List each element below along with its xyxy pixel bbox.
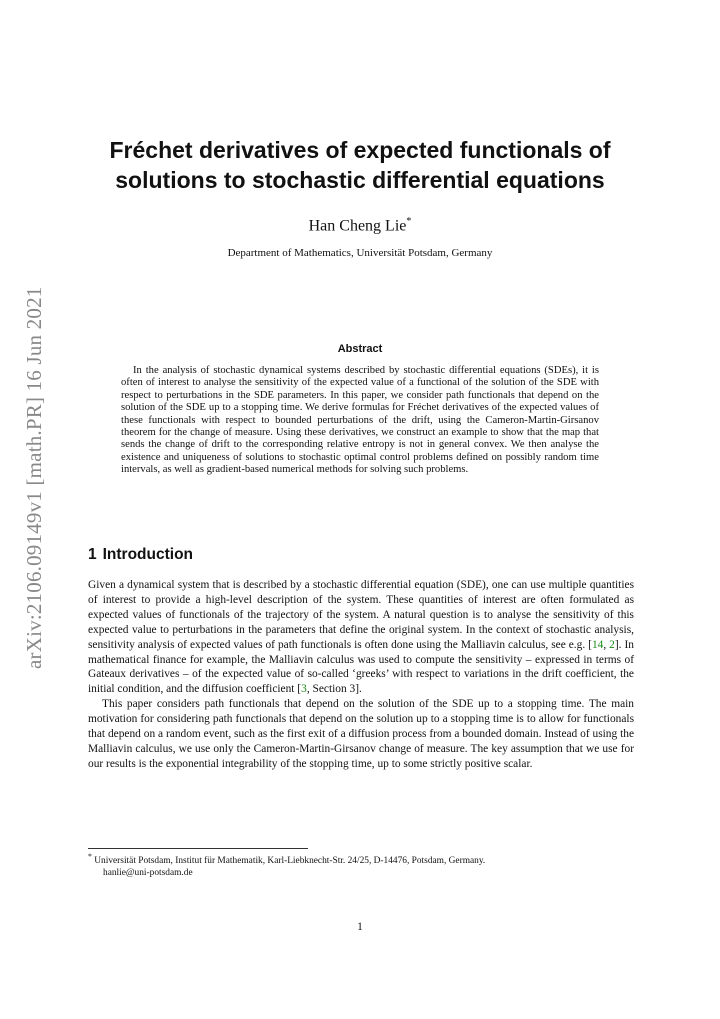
affiliation: Department of Mathematics, Universität Potsdam, Germany [227,247,493,259]
arxiv-identifier: arXiv:2106.09149v1 [math.PR] 16 Jun 2021 [22,286,46,670]
abstract-text: In the analysis of stochastic dynamical systems described by stochastic differential equations (SDEs), it is often of interest to analyse the sensitivity of the expected value of a functional of the solution of the SDE with respect to perturbations in the SDE parameters. In this paper, we consider path functionals that depend on the solution of the SDE up to a stopping time. We derive formulas for Fréchet derivatives of the expected values of these functionals with respect to bounded perturbations of the drift, using the Cameron-Martin-Girsanov theorem for the change of measure. Using these derivatives, we construct an example to show that the map that sends the change of drift to the corresponding relative entropy is not in general convex. We then analyse the existence and uniqueness of solutions to stochastic optimal control problems defined on possibly random time intervals, as well as gradient-based numerical methods for solving such problems. [121,365,599,476]
citation-2[interactable]: 2 [609,638,615,651]
section-heading [88,546,199,564]
footnote-address: Universität Potsdam, Institut für Mathematik, Karl-Liebknecht-Str. 24/25, D-14476, Potsdam, Germany. [94,856,486,867]
para1-text-b: ]. In mathematical finance for example, the Malliavin calculus was used to compute the sensitivity – expressed in terms of Gateaux derivatives – of the expected value of so-called ‘greeks’ with respect to variations in the drift coefficient, the initial condition, and the diffusion coefficient [ [88,638,634,696]
section-title: Introduction [102,546,194,563]
citation-14[interactable]: 14 [591,638,604,651]
abstract-heading: Abstract [337,343,383,355]
body-text [88,578,634,772]
page-number: 1 [357,921,363,933]
footnote [88,851,634,879]
footnote-email[interactable]: hanlie@uni-potsdam.de [103,868,193,879]
citation-3[interactable]: 3 [301,683,307,696]
paper-title: Fréchet derivatives of expected functionals of solutions to stochastic differential equations [109,137,611,193]
footnote-rule [88,848,308,849]
para1-sep: , [603,638,610,651]
section-number: 1 [88,546,97,563]
author-name: Han Cheng Lie [308,217,407,235]
author-line [0,216,720,235]
para1-text-a: Given a dynamical system that is described by a stochastic differential equation (SDE), one can use multiple quantities of interest to provide a high-level description of the system. These quantities of interest are often formulated as expected values of functionals of the trajectory of the system. A natural question is to analyse the sensitivity of this expected value to perturbations in the parameters that define the original system. In the context of stochastic analysis, sensitivity analysis of expected values of path functionals is often done using the Malliavin calculus, see e.g. [ [88,579,634,651]
footnote-mark: * [88,852,92,861]
author-footnote-mark: * [406,216,412,227]
para1-text-c: , Section 3]. [306,683,362,696]
paragraph-1 [88,578,634,697]
paragraph-2: This paper considers path functionals that depend on the solution of the SDE up to a stopping time. The main motivation for considering path functionals that depend on the solution up to a stopping time is to allow for functionals that depend on a random event, such as the first exit of a diffusion process from a bounded domain. Instead of using the Malliavin calculus, we use only the Cameron-Martin-Girsanov change of measure. The key assumption that we use for our results is the exponential integrability of the stopping time, up to some strictly positive scalar. [88,698,634,770]
